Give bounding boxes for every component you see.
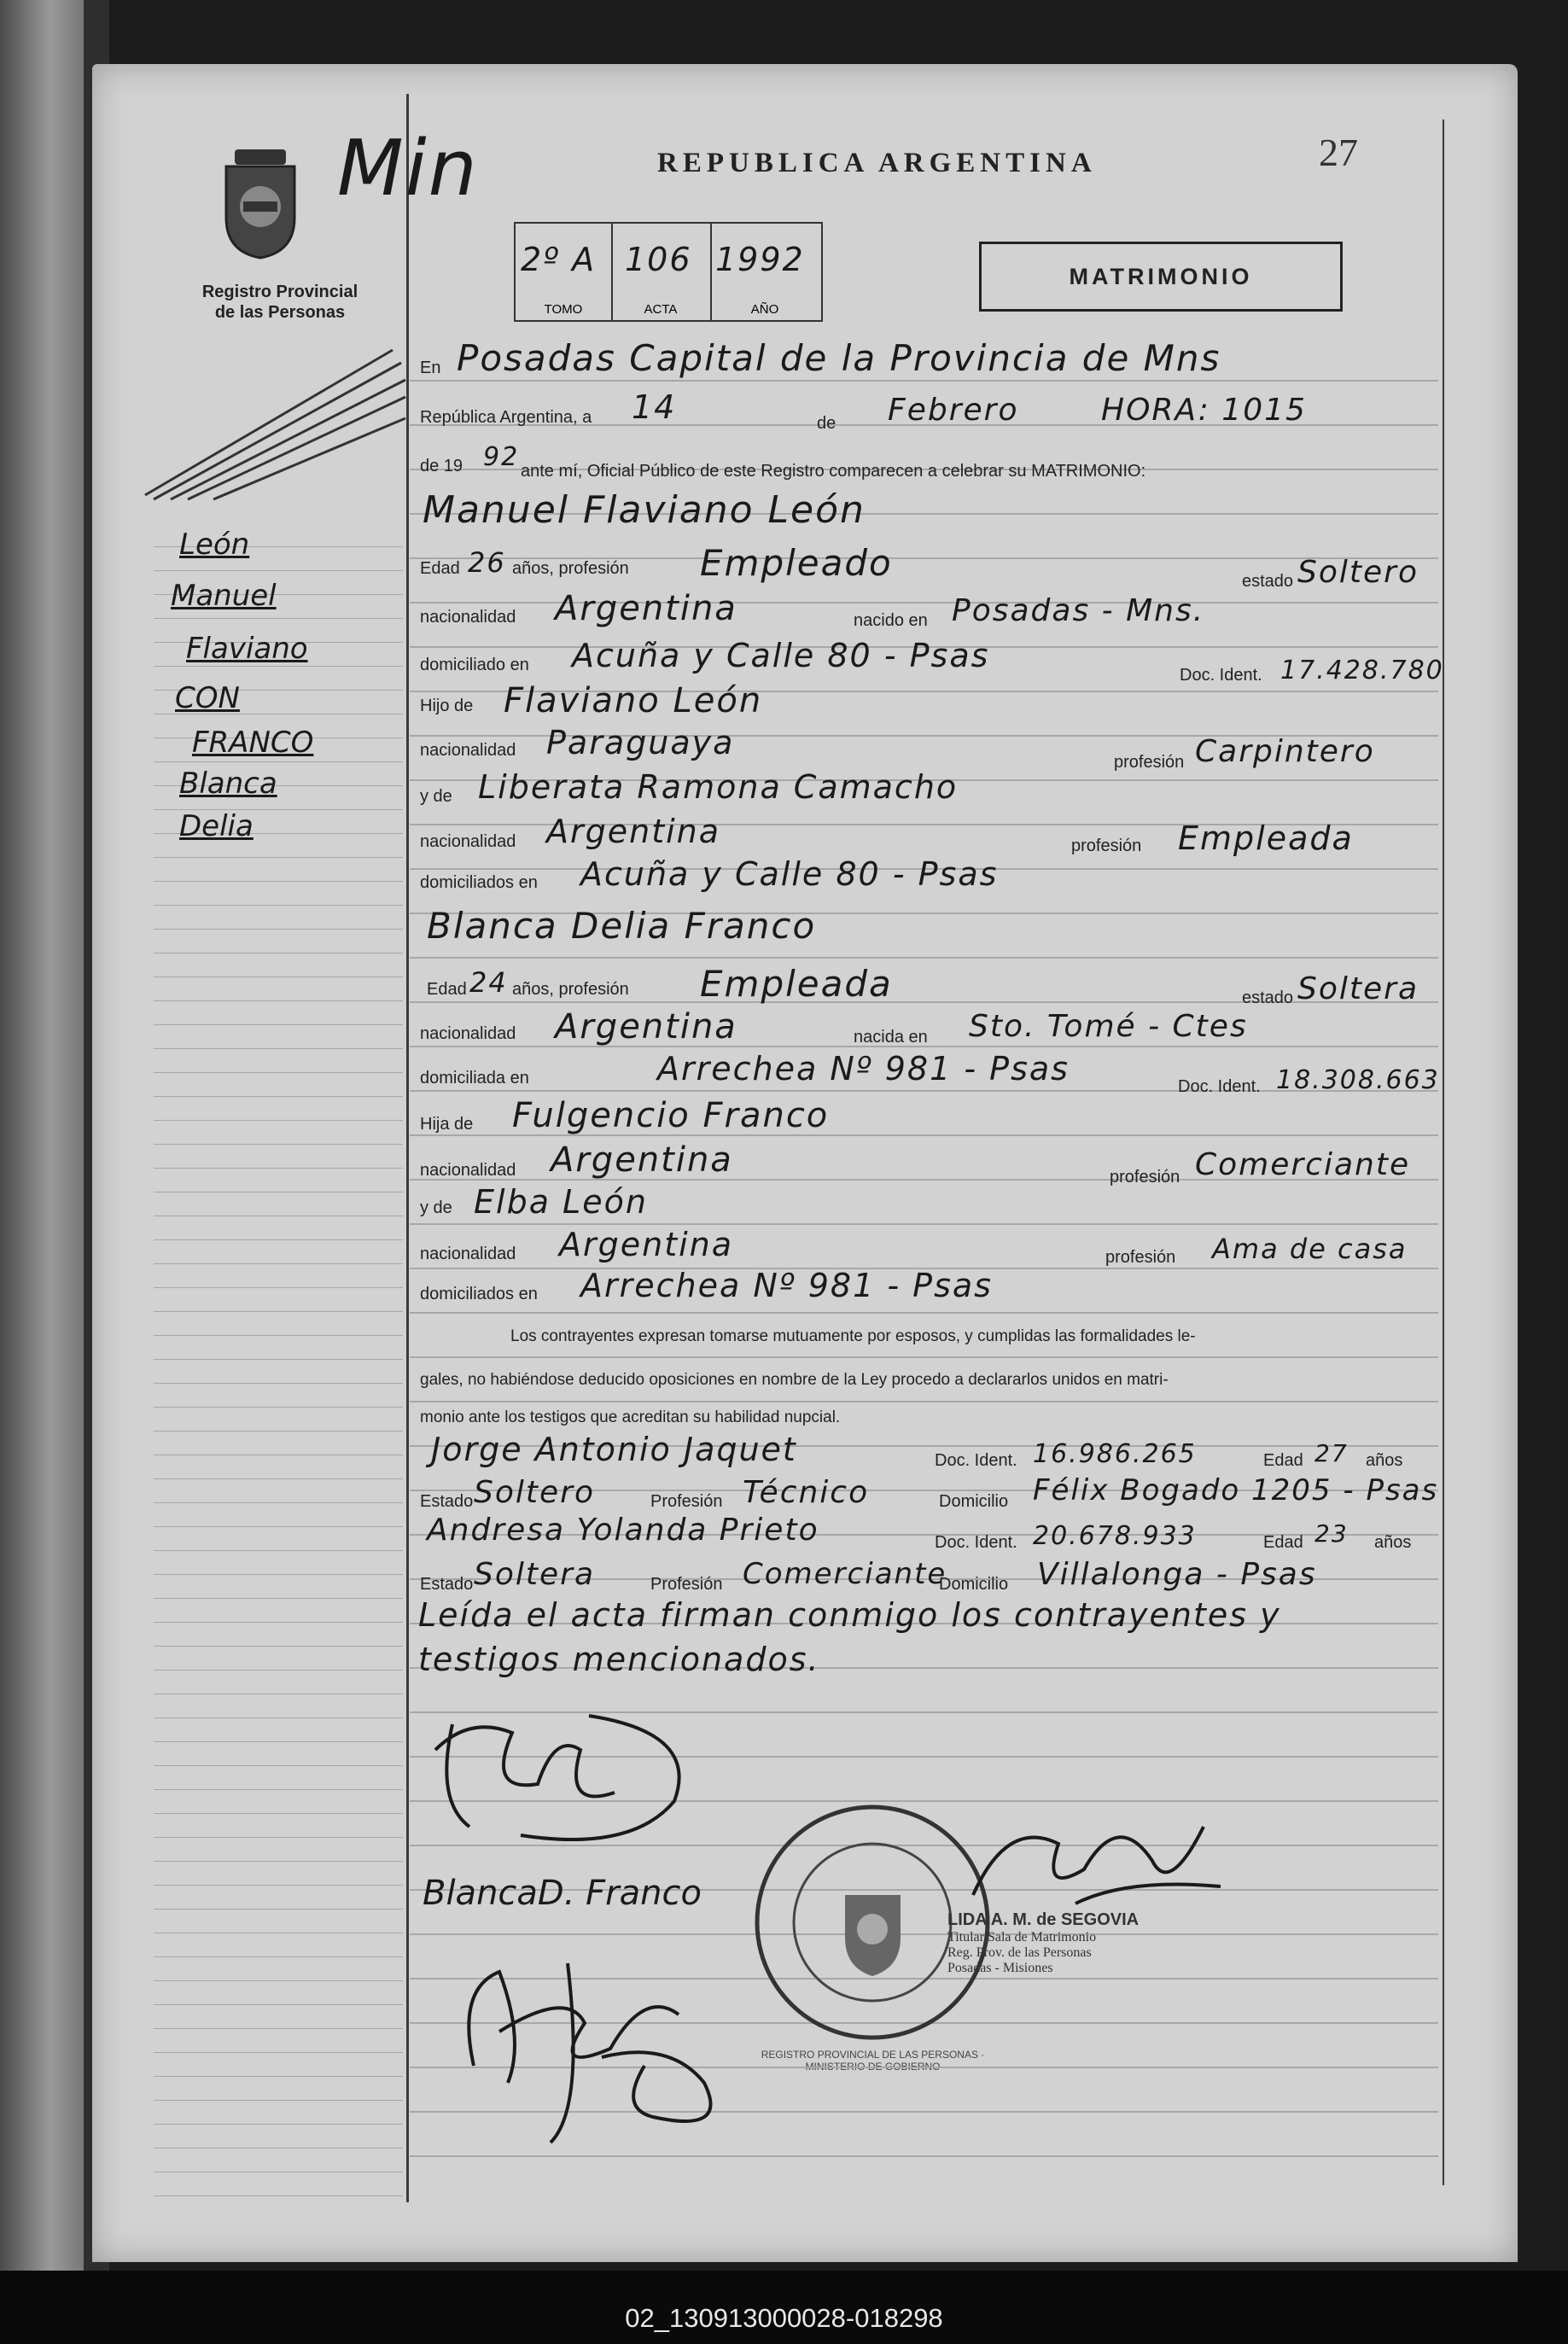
ruled-line — [410, 957, 1438, 959]
nacionalidad-label: nacionalidad — [420, 1161, 516, 1180]
groom-father: Flaviano León — [504, 681, 763, 720]
margin-ruled-line — [154, 1956, 403, 1957]
nacida-label: nacida en — [854, 1028, 928, 1047]
coat-of-arms-icon — [218, 145, 303, 260]
margin-ruled-line — [154, 1239, 403, 1240]
tomo-value: 2º A — [521, 241, 597, 278]
margin-ruled-line — [154, 761, 403, 762]
year-suffix-value: 92 — [483, 442, 520, 472]
domiciliados-label: domiciliados en — [420, 1285, 538, 1303]
margin-ruled-line — [154, 1789, 403, 1790]
groom-birthplace: Posadas - Mns. — [952, 593, 1205, 628]
place-value: Posadas Capital de la Provincia de Mns — [457, 337, 1221, 379]
nacionalidad-label: nacionalidad — [420, 832, 516, 851]
ante-label: ante mí, Oficial Público de este Registro comparecen a celebrar su MATRIMONIO: — [521, 462, 1146, 481]
groom-father-profession: Carpintero — [1195, 734, 1375, 769]
hija-label: Hija de — [420, 1115, 474, 1134]
profesion-label: profesión — [1110, 1168, 1180, 1187]
margin-ruled-line — [154, 1861, 403, 1862]
margin-ruled-line — [154, 1335, 403, 1336]
margin-ruled-line — [154, 1717, 403, 1718]
tomo-label: TOMO — [544, 302, 583, 317]
margin-ruled-line — [154, 1885, 403, 1886]
domiciliada-label: domiciliada en — [420, 1069, 529, 1087]
margin-ruled-line — [154, 666, 403, 667]
nacionalidad-label: nacionalidad — [420, 1024, 516, 1043]
ruled-line — [410, 380, 1438, 382]
witness-1-domicile: Félix Bogado 1205 - Psas — [1033, 1473, 1439, 1507]
ruled-line — [410, 1312, 1438, 1314]
groom-mother: Liberata Ramona Camacho — [478, 768, 959, 806]
acta-label: ACTA — [644, 302, 678, 317]
hora-value: HORA: 1015 — [1101, 393, 1307, 428]
ruled-line — [410, 1356, 1438, 1358]
witness-1-doc: 16.986.265 — [1033, 1439, 1197, 1469]
witness-2-doc: 20.678.933 — [1033, 1521, 1197, 1551]
margin-ruled-line — [154, 929, 403, 930]
groom-mother-profession: Empleada — [1178, 819, 1354, 857]
witness-2-domicile: Villalonga - Psas — [1037, 1557, 1317, 1592]
official-title: Posadas - Misiones — [947, 1961, 1053, 1975]
domiciliados-label: domiciliados en — [420, 873, 538, 892]
bride-profession: Empleada — [700, 963, 893, 1005]
bride-domicile: Arrechea Nº 981 - Psas — [657, 1050, 1070, 1087]
groom-domicile: Acuña y Calle 80 - Psas — [572, 637, 990, 674]
official-title: Titular Sala de Matrimonio — [947, 1930, 1097, 1945]
previous-page-edge — [0, 0, 84, 2271]
margin-ruled-line — [154, 2195, 403, 2196]
stamp-text: REGISTRO PROVINCIAL DE LAS PERSONAS · — [761, 2049, 985, 2061]
bride-doc: 18.308.663 — [1276, 1065, 1440, 1095]
margin-ruled-line — [154, 1765, 403, 1766]
margin-name: Blanca — [179, 767, 277, 801]
margin-ruled-line — [154, 618, 403, 619]
margin-hatch-lines — [137, 341, 410, 504]
acta-value: 106 — [625, 241, 692, 278]
anios-label: años — [1366, 1451, 1403, 1470]
groom-signature — [418, 1699, 700, 1869]
en-label: En — [420, 359, 441, 377]
margin-ruled-line — [154, 1813, 403, 1814]
page-number: 27 — [1319, 131, 1358, 174]
witness-1-profession: Técnico — [743, 1475, 870, 1510]
nacido-label: nacido en — [854, 611, 928, 630]
groom-mother-nationality: Argentina — [546, 813, 721, 850]
margin-ruled-line — [154, 1478, 403, 1479]
de-year-label: de 19 — [420, 457, 463, 475]
margin-ruled-line — [154, 1383, 403, 1384]
estado-label: estado — [1242, 572, 1294, 591]
bride-mother-nationality: Argentina — [559, 1226, 734, 1263]
margin-ruled-line — [154, 2100, 403, 2101]
anio-label: AÑO — [750, 302, 779, 317]
witness-1-estado: Soltero — [474, 1475, 595, 1510]
month-value: Febrero — [888, 393, 1019, 428]
acta-cell — [611, 224, 712, 320]
closing-line: testigos mencionados. — [418, 1641, 820, 1678]
margin-ruled-line — [154, 2028, 403, 2029]
bride-parents-domicile: Arrechea Nº 981 - Psas — [580, 1267, 993, 1304]
margin-ruled-line — [154, 1574, 403, 1575]
day-value: 14 — [632, 388, 677, 426]
anio-cell — [710, 224, 819, 320]
registry-line: Registro Provincial — [201, 283, 358, 301]
margin-ruled-line — [154, 1024, 403, 1025]
official-title: Reg. Prov. de las Personas — [947, 1945, 1092, 1960]
margin-ruled-line — [154, 2052, 403, 2053]
margin-ruled-line — [154, 1407, 403, 1408]
groom-profession: Empleado — [700, 542, 893, 584]
margin-ruled-line — [154, 1980, 403, 1981]
margin-ruled-line — [154, 1598, 403, 1599]
registry-name — [152, 282, 408, 323]
record-type-box: MATRIMONIO — [979, 242, 1343, 312]
margin-ruled-line — [154, 1359, 403, 1360]
bride-name: Blanca Delia Franco — [427, 905, 817, 947]
ruled-line — [410, 1223, 1438, 1225]
nacionalidad-label: nacionalidad — [420, 1245, 516, 1263]
margin-ruled-line — [154, 1096, 403, 1097]
groom-name: Manuel Flaviano León — [423, 488, 866, 532]
margin-name: Delia — [179, 809, 254, 843]
republica-label: República Argentina, a — [420, 408, 592, 427]
margin-ruled-line — [154, 1072, 403, 1073]
official-name: LIDA A. M. de SEGOVIA — [947, 1910, 1140, 1929]
right-border — [1443, 120, 1444, 2185]
margin-ruled-line — [154, 1144, 403, 1145]
hijo-label: Hijo de — [420, 697, 474, 715]
bride-nationality: Argentina — [555, 1007, 737, 1047]
groom-doc: 17.428.780 — [1280, 656, 1444, 685]
nacionalidad-label: nacionalidad — [420, 741, 516, 760]
margin-ruled-line — [154, 905, 403, 906]
groom-estado: Soltero — [1297, 555, 1419, 590]
statement-line: monio ante los testigos que acreditan su habilidad nupcial. — [420, 1408, 841, 1426]
official-signature — [956, 1793, 1238, 1921]
margin-ruled-line — [154, 2124, 403, 2125]
top-signature-scribble: Min — [337, 124, 479, 213]
margin-ruled-line — [154, 1622, 403, 1623]
groom-age: 26 — [468, 546, 506, 579]
bride-father-nationality: Argentina — [551, 1140, 733, 1180]
registry-line: de las Personas — [214, 303, 346, 322]
statement-line: Los contrayentes expresan tomarse mutuamente por esposos, y cumplidas las formalidades le- — [510, 1327, 1196, 1345]
bride-mother-profession: Ama de casa — [1212, 1233, 1408, 1265]
profesion-label: profesión — [1114, 753, 1185, 772]
margin-ruled-line — [154, 1909, 403, 1910]
domicilio-label: Domicilio — [939, 1575, 1009, 1594]
image-id-caption: 02_130913000028-018298 — [625, 2303, 943, 2333]
witness-1-name: Jorge Antonio Jaquet — [431, 1431, 797, 1468]
de-label: de — [817, 414, 836, 433]
margin-ruled-line — [154, 1287, 403, 1288]
domiciliado-label: domiciliado en — [420, 656, 529, 674]
margin-ruled-line — [154, 1048, 403, 1049]
anios-profesion-label: años, profesión — [512, 980, 629, 999]
bride-mother: Elba León — [474, 1183, 648, 1221]
margin-ruled-line — [154, 881, 403, 882]
witness-2-name: Andresa Yolanda Prieto — [427, 1513, 819, 1548]
groom-parents-domicile: Acuña y Calle 80 - Psas — [580, 855, 999, 893]
anios-profesion-label: años, profesión — [512, 559, 629, 578]
record-index-box — [514, 222, 823, 322]
tomo-cell — [516, 224, 613, 320]
edad-label: Edad — [1263, 1533, 1303, 1552]
margin-name: FRANCO — [192, 726, 314, 760]
profesion-label: Profesión — [650, 1492, 723, 1511]
closing-line: Leída el acta firman conmigo los contrayentes y — [418, 1596, 1281, 1634]
yde-label: y de — [420, 787, 452, 806]
profesion-label: profesión — [1071, 837, 1142, 855]
bride-father-profession: Comerciante — [1195, 1147, 1411, 1182]
official-block — [947, 1910, 1139, 1976]
edad-label: Edad — [420, 559, 460, 578]
margin-ruled-line — [154, 1526, 403, 1527]
doc-label: Doc. Ident. — [1180, 666, 1262, 685]
doc-label: Doc. Ident. — [935, 1533, 1017, 1552]
statement-line: gales, no habiéndose deducido oposiciones en nombre de la Ley procedo a declararlos unidos en matri- — [420, 1371, 1169, 1389]
bride-age: 24 — [469, 966, 508, 999]
margin-ruled-line — [154, 1741, 403, 1742]
estado-label: Estado — [420, 1575, 474, 1594]
margin-ruled-line — [154, 1000, 403, 1001]
nacionalidad-label: nacionalidad — [420, 608, 516, 627]
witness-2-profession: Comerciante — [743, 1557, 947, 1591]
margin-ruled-line — [154, 857, 403, 858]
anios-label: años — [1374, 1533, 1412, 1552]
edad-label: Edad — [427, 980, 467, 999]
witness-1-age: 27 — [1314, 1439, 1349, 1467]
estado-label: estado — [1242, 988, 1294, 1007]
bride-signature: BlancaD. Franco — [423, 1874, 702, 1913]
groom-nationality: Argentina — [555, 589, 737, 628]
margin-ruled-line — [154, 1646, 403, 1647]
edad-label: Edad — [1263, 1451, 1303, 1470]
margin-ruled-line — [154, 2076, 403, 2077]
domicilio-label: Domicilio — [939, 1492, 1009, 1511]
ruled-line — [410, 1401, 1438, 1402]
country-title: REPUBLICA ARGENTINA — [657, 148, 1097, 178]
margin-ruled-line — [154, 1263, 403, 1264]
bride-estado: Soltera — [1297, 971, 1419, 1006]
groom-father-nationality: Paraguaya — [546, 724, 735, 761]
estado-label: Estado — [420, 1492, 474, 1511]
margin-name: Manuel — [171, 579, 277, 613]
bride-birthplace: Sto. Tomé - Ctes — [969, 1009, 1248, 1044]
margin-ruled-line — [154, 570, 403, 571]
margin-name: León — [179, 528, 250, 562]
profesion-label: Profesión — [650, 1575, 723, 1594]
doc-label: Doc. Ident. — [1178, 1077, 1261, 1096]
profesion-label: profesión — [1105, 1248, 1176, 1267]
margin-ruled-line — [154, 1120, 403, 1121]
margin-ruled-line — [154, 1311, 403, 1312]
witness-2-age: 23 — [1314, 1519, 1349, 1548]
margin-ruled-line — [154, 1670, 403, 1671]
witness-signatures — [448, 1938, 755, 2160]
margin-ruled-line — [154, 2004, 403, 2005]
margin-ruled-line — [154, 1837, 403, 1838]
anio-value: 1992 — [715, 241, 805, 278]
margin-ruled-line — [154, 1502, 403, 1503]
margin-ruled-line — [154, 2148, 403, 2149]
doc-label: Doc. Ident. — [935, 1451, 1017, 1470]
witness-2-estado: Soltera — [474, 1557, 596, 1592]
margin-ruled-line — [154, 1550, 403, 1551]
margin-name: Flaviano — [186, 632, 308, 666]
yde-label: y de — [420, 1198, 452, 1217]
margin-name: CON — [175, 681, 240, 715]
bride-father: Fulgencio Franco — [512, 1096, 830, 1135]
margin-ruled-line — [154, 1168, 403, 1169]
